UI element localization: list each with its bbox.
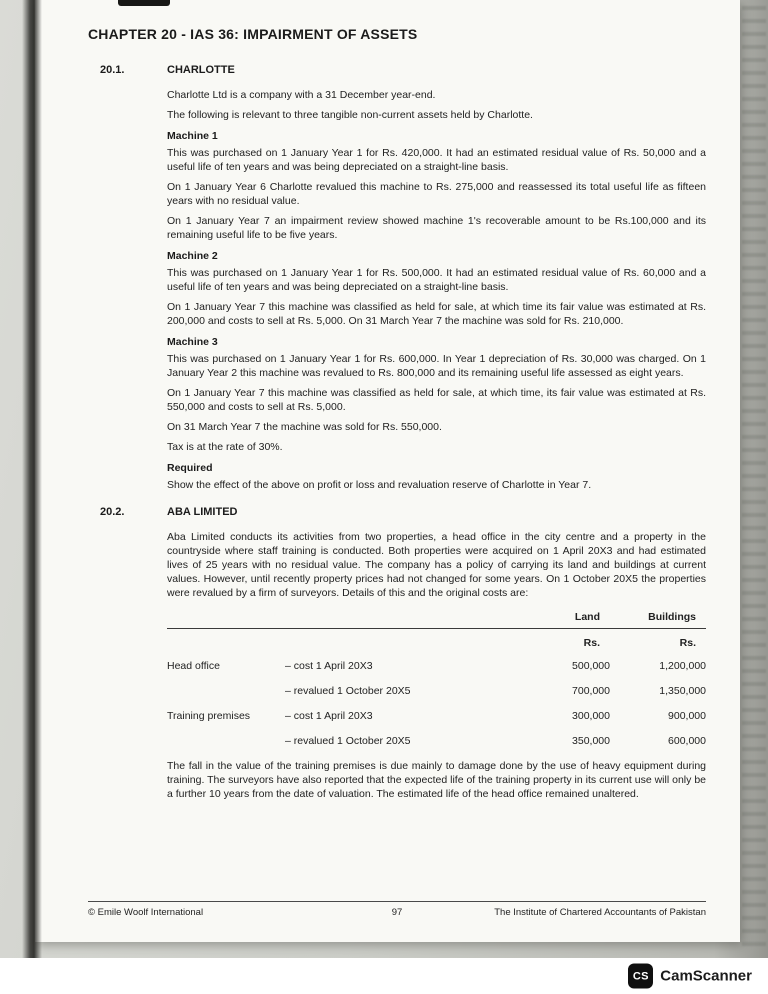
table-unit-row [167, 636, 706, 650]
table-cell-empty [285, 636, 485, 650]
table-cell-desc: – revalued 1 October 20X5 [285, 735, 411, 747]
footer-institute: The Institute of Chartered Accountants of Pakistan [494, 907, 706, 918]
scan-bottom-strip [0, 958, 768, 994]
para-charlotte-relevant: The following is relevant to three tangible non-current assets held by Charlotte. [167, 109, 533, 121]
camscanner-logo: CS [628, 964, 653, 989]
table-cell-item: Head office [167, 660, 220, 672]
section-20-1 [88, 64, 706, 498]
table-cell-empty [167, 610, 285, 624]
unit-label-land: Rs. [583, 637, 600, 649]
para-machine3-3: On 31 March Year 7 the machine was sold for Rs. 550,000. [167, 421, 442, 433]
table-cell-land: 500,000 [572, 660, 610, 672]
camscanner-label: CamScanner [660, 967, 752, 985]
page-footer [88, 901, 706, 918]
table-cell-desc: – cost 1 April 20X3 [285, 710, 373, 722]
table-rule [167, 628, 706, 629]
table-header-row [167, 610, 706, 624]
para-machine3-1: This was purchased on 1 January Year 1 for Rs. 600,000. In Year 1 depreciation of Rs. 30,000 was charged. On 1 January Year 2 this machine was revalued to Rs. 800,000 and its remaining useful life assessed as eight years. [167, 353, 706, 379]
table-cell-buildings: 600,000 [668, 735, 706, 747]
table-cell-desc: – revalued 1 October 20X5 [285, 685, 411, 697]
para-aba-intro: Aba Limited conducts its activities from two properties, a head office in the city centre and a property in the countryside where staff training is conducted. Both properties were acquired on 1 April 20X3 and had estimated lives of 25 years with no residual value. The company has a policy of carrying its land and buildings at current values. However, until recently property prices had not changed for some years. On 1 October 20X5 the properties were revalued by a firm of surveyors. Details of this and the original costs are: [167, 531, 706, 599]
section-20-2-body [167, 506, 706, 807]
para-machine2-1: This was purchased on 1 January Year 1 for Rs. 500,000. It had an estimated residual value of Rs. 60,000 and a useful life of ten years and was being depreciated on a straight-line basis. [167, 267, 706, 293]
table-row [167, 659, 706, 673]
para-machine2-2: On 1 January Year 7 this machine was classified as held for sale, at which time its fair value was estimated at Rs. 200,000 and costs to sell at Rs. 5,000. On 31 March Year 7 the machine was sold for Rs. 210,000. [167, 301, 706, 327]
table-cell-buildings: 900,000 [668, 710, 706, 722]
para-machine1-1: This was purchased on 1 January Year 1 for Rs. 420,000. It had an estimated residual value of Rs. 50,000 and a useful life of ten years and was being depreciated on a straight-line basis. [167, 147, 706, 173]
valuation-table [167, 610, 706, 748]
table-row [167, 709, 706, 723]
subheading-machine-2: Machine 2 [167, 250, 218, 262]
para-machine3-2: On 1 January Year 7 this machine was classified as held for sale, at which time, its fair value was estimated at Rs. 550,000 and costs to sell at Rs. 5,000. [167, 387, 706, 413]
section-heading-charlotte: CHARLOTTE [167, 64, 235, 76]
table-cell-desc: – cost 1 April 20X3 [285, 660, 373, 672]
page-number: 97 [391, 907, 403, 918]
table-cell-empty [167, 636, 285, 650]
subheading-required: Required [167, 462, 213, 474]
bleed-through-text [742, 6, 766, 946]
table-row [167, 734, 706, 748]
page-spine-shadow [22, 0, 42, 958]
section-heading-aba-limited: ABA LIMITED [167, 506, 238, 518]
para-tax-rate: Tax is at the rate of 30%. [167, 441, 283, 453]
para-machine1-3: On 1 January Year 7 an impairment review showed machine 1's recoverable amount to be Rs.100,000 and its remaining useful life to be five years. [167, 215, 706, 241]
table-cell-buildings: 1,350,000 [659, 685, 706, 697]
table-cell-item [167, 734, 285, 748]
table-cell-land: 700,000 [572, 685, 610, 697]
subheading-machine-3: Machine 3 [167, 336, 218, 348]
para-aba-fall-in-value: The fall in the value of the training premises is due mainly to damage done by the use of heavy equipment during training. The surveyors have also reported that the expected life of the training property in its current use will only be a further 10 years from the date of valuation. The estimated life of the head office remained unaltered. [167, 760, 706, 800]
table-row [167, 684, 706, 698]
chapter-title: CHAPTER 20 - IAS 36: IMPAIRMENT OF ASSETS [88, 26, 418, 42]
table-cell-land: 300,000 [572, 710, 610, 722]
unit-label-buildings: Rs. [679, 637, 696, 649]
para-machine1-2: On 1 January Year 6 Charlotte revalued this machine to Rs. 275,000 and reassessed its total useful life as fifteen years with no residual value. [167, 181, 706, 207]
table-cell-empty [285, 610, 485, 624]
section-20-1-body [167, 64, 706, 498]
col-header-land: Land [574, 611, 600, 623]
document-page [35, 0, 740, 942]
para-charlotte-intro: Charlotte Ltd is a company with a 31 December year-end. [167, 89, 436, 101]
section-number-20-2: 20.2. [100, 506, 125, 518]
scan-artifact [118, 0, 170, 6]
section-20-2 [88, 506, 706, 807]
footer-copyright: © Emile Woolf International [88, 907, 204, 918]
para-required: Show the effect of the above on profit or loss and revaluation reserve of Charlotte in Year 7. [167, 479, 592, 491]
table-cell-item [167, 684, 285, 698]
col-header-buildings: Buildings [648, 611, 696, 623]
camscanner-badge [628, 964, 752, 989]
table-cell-land: 350,000 [572, 735, 610, 747]
section-number-20-1: 20.1. [100, 64, 125, 76]
subheading-machine-1: Machine 1 [167, 130, 218, 142]
table-cell-buildings: 1,200,000 [659, 660, 706, 672]
table-cell-item: Training premises [167, 710, 251, 722]
